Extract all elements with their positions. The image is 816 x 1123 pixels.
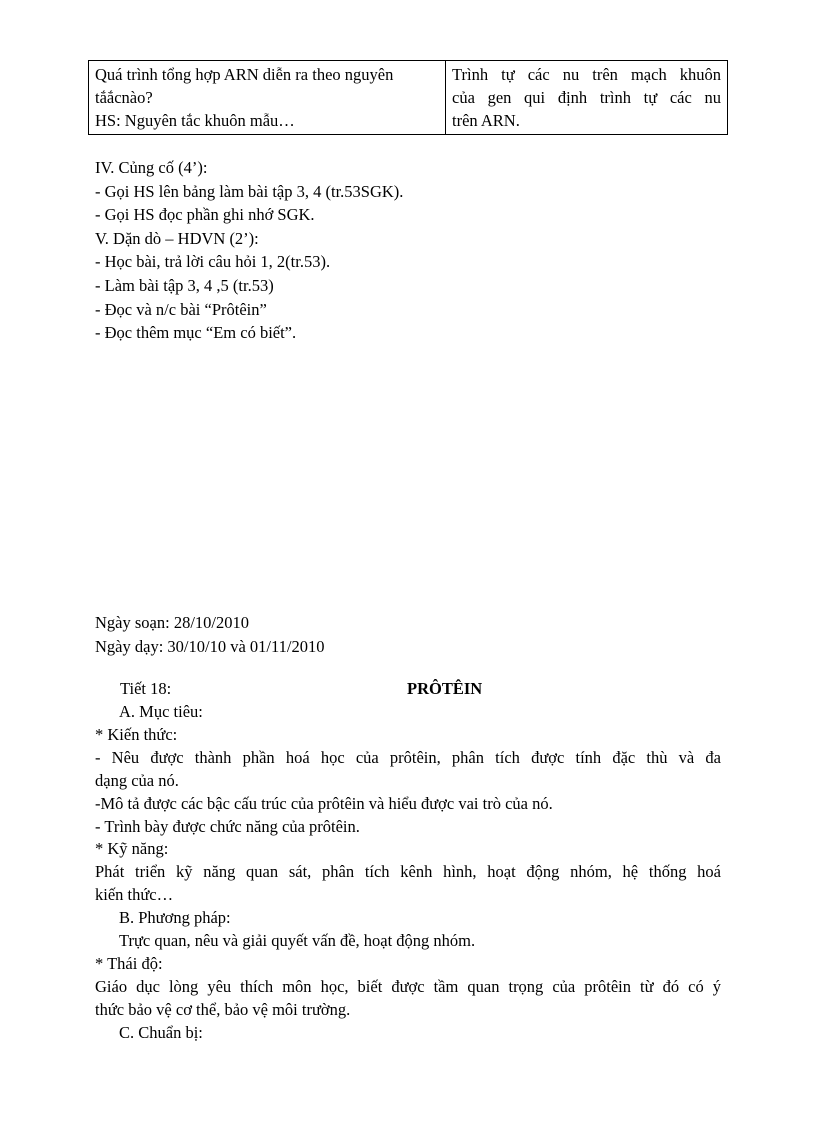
review-table	[88, 60, 728, 135]
summary-section	[95, 156, 403, 345]
knowledge-item-cont: dạng của nó.	[95, 770, 179, 790]
homework-heading: V. Dặn dò – HDVN (2’):	[95, 228, 259, 248]
answer-line: trên ARN.	[452, 111, 520, 130]
attitude-text: Giáo dục lòng yêu thích môn học, biết được tầm quan trọng của prôtêin từ đó có ý	[95, 976, 721, 996]
skills-text: Phát triển kỹ năng quan sát, phân tích kênh hình, hoạt động nhóm, hệ thống hoá	[95, 862, 721, 882]
knowledge-item: - Trình bày được chức năng của prôtêin.	[95, 816, 360, 836]
prepared-date: Ngày soạn: 28/10/2010	[95, 613, 249, 632]
summary-item: - Gọi HS lên bảng làm bài tập 3, 4 (tr.53SGK).	[95, 181, 404, 201]
student-answer-line: HS: Nguyên tắc khuôn mẫu…	[95, 111, 295, 130]
preparation-heading: C. Chuẩn bị:	[119, 1022, 203, 1042]
homework-item: - Đọc và n/c bài “Prôtêin”	[95, 299, 267, 319]
method-text: Trực quan, nêu và giải quyết vấn đề, hoạt động nhóm.	[119, 931, 476, 951]
lesson-number: Tiết 18:	[120, 679, 172, 698]
skills-text-cont: kiến thức…	[95, 885, 174, 905]
table-row	[89, 61, 728, 135]
lesson-title: PRÔTÊIN	[407, 679, 483, 698]
answer-line: Trình tự các nu trên mạch khuôn	[452, 65, 721, 84]
lesson-title-row	[95, 678, 721, 701]
objectives-heading: A. Mục tiêu:	[119, 702, 203, 721]
knowledge-heading: * Kiến thức:	[95, 724, 178, 744]
homework-item: - Học bài, trả lời câu hỏi 1, 2(tr.53).	[95, 252, 331, 272]
question-cell	[89, 61, 446, 135]
answer-line: của gen qui định trình tự các nu	[452, 88, 721, 107]
question-line: tắắcnào?	[95, 88, 153, 107]
method-heading: B. Phương pháp:	[119, 908, 231, 928]
dates-section	[95, 611, 324, 659]
homework-item: - Làm bài tập 3, 4 ,5 (tr.53)	[95, 275, 274, 295]
knowledge-item: - Nêu được thành phần hoá học của prôtêin, phân tích được tính đặc thù và đa	[95, 747, 721, 767]
answer-cell	[446, 61, 728, 135]
summary-heading: IV. Củng cố (4’):	[95, 158, 208, 177]
homework-item: - Đọc thêm mục “Em có biết”.	[95, 323, 297, 343]
skills-heading: * Kỹ năng:	[95, 839, 169, 859]
knowledge-item: -Mô tả được các bậc cấu trúc của prôtêin và hiểu được vai trò của nó.	[95, 793, 553, 813]
attitude-heading: * Thái độ:	[95, 953, 163, 973]
lesson-plan	[95, 678, 721, 1045]
attitude-text-cont: thức bảo vệ cơ thể, bảo vệ môi trường.	[95, 999, 351, 1019]
taught-date: Ngày dạy: 30/10/10 và 01/11/2010	[95, 637, 325, 656]
question-line: Quá trình tổng hợp ARN diễn ra theo nguyên	[95, 65, 394, 84]
summary-item: - Gọi HS đọc phần ghi nhớ SGK.	[95, 205, 315, 225]
